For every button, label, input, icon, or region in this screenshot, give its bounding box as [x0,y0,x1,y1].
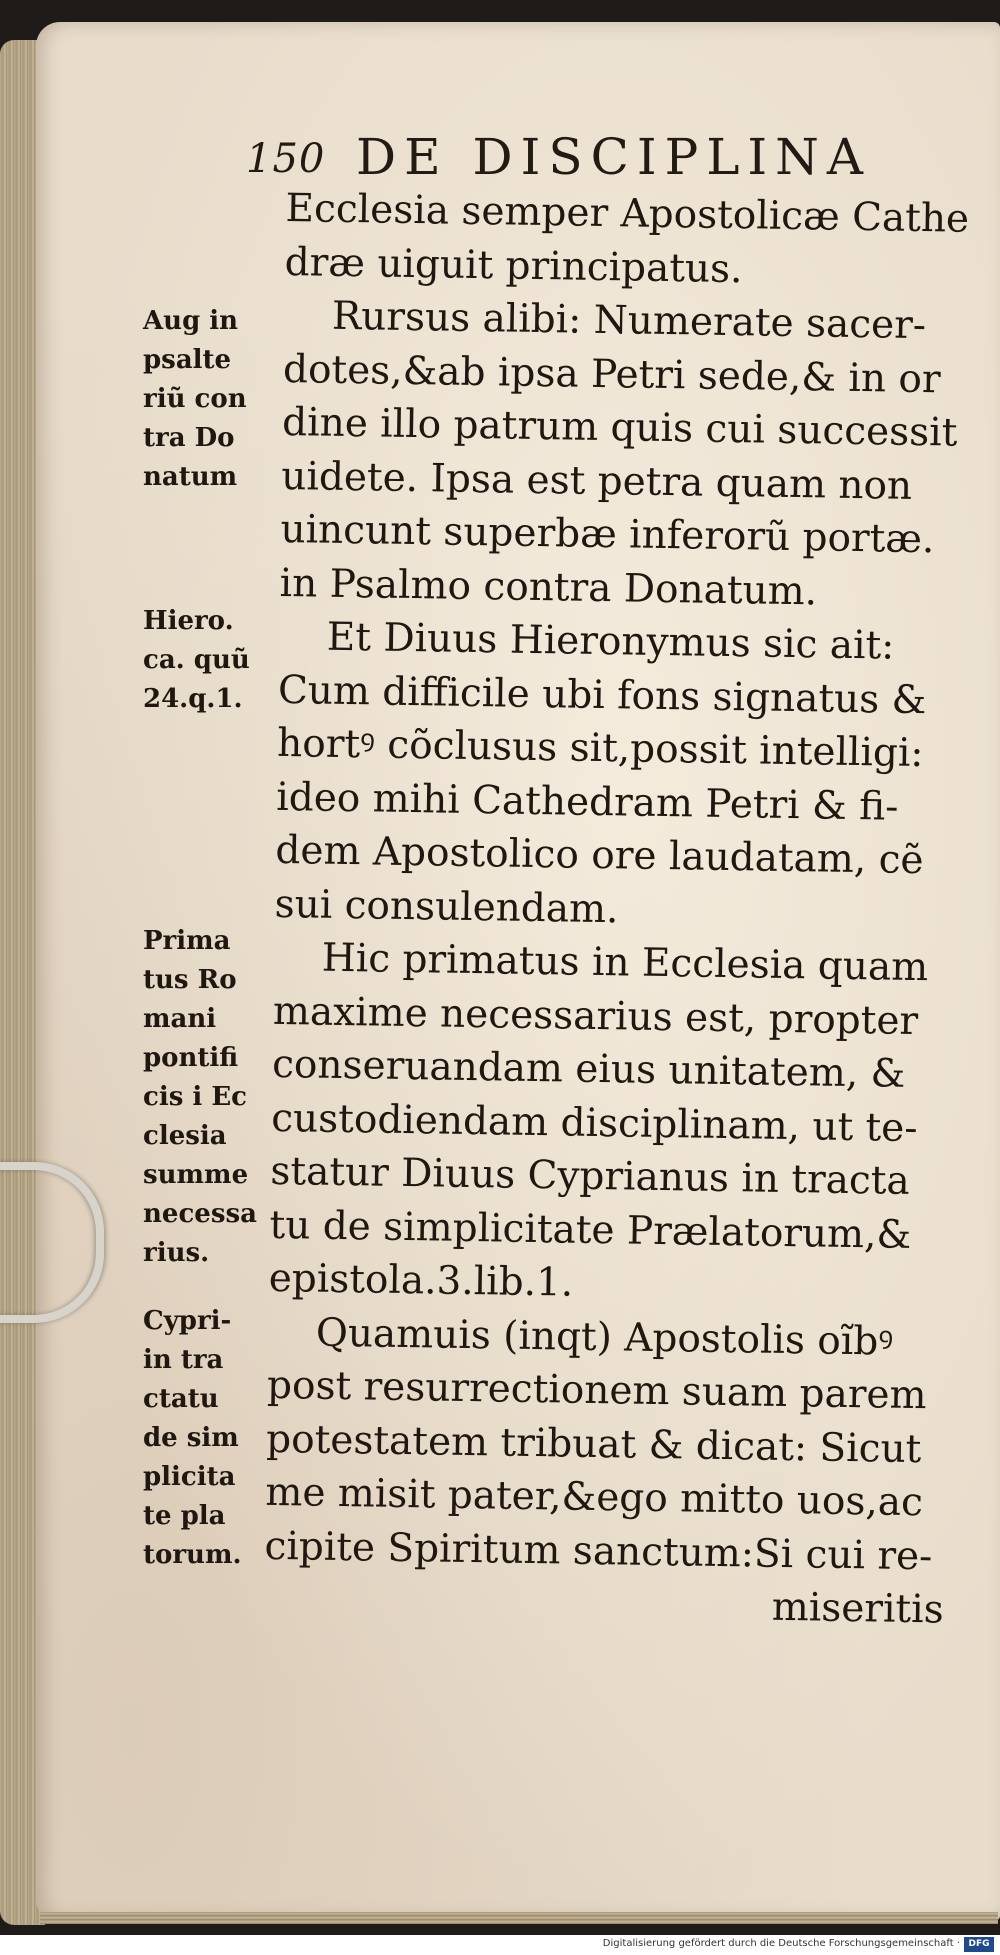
footer-bar [0,1935,1000,1955]
note-line: te pla [143,1501,226,1531]
note-line: 24.q.1. [143,684,243,714]
text-line: conseruandam eius unitatem, & [271,1041,906,1097]
note-line: de sim [143,1423,239,1453]
text-line: me misit pater,&ego mitto uos,ac [265,1469,924,1526]
margin-note-jerome [143,602,283,719]
note-line: Hiero. [143,606,234,636]
text-line: tu de simplicitate Prælatorum,& [269,1202,912,1258]
text-line: hortꝰ cõclusus sit,possit intelligi: [276,720,924,777]
note-line: summe [143,1160,249,1190]
text-line: potestatem tribuat & dicat: Sicut [265,1416,922,1472]
text-line: cipite Spiritum sanctum:Si cui re- [264,1523,933,1579]
page-bottom-edge [40,1912,998,1924]
text-line: dine illo patrum quis cui successit [281,399,958,456]
note-line: clesia [143,1121,227,1151]
note-line: Prima [143,926,231,956]
running-title: DE DISCIPLINA [356,128,872,186]
text-line: sui consulendam. [274,881,619,932]
text-line: custodiendam disciplinam, ut te- [270,1095,918,1151]
margin-note-primacy [143,922,283,1273]
note-line: riũ con [143,384,247,414]
text-line: epistola.3.lib.1. [268,1255,574,1306]
page-number: 150 [246,136,326,182]
dfg-logo: DFG [964,1937,994,1952]
note-line: in tra [143,1345,224,1375]
note-line: necessa [143,1199,257,1229]
text-line: Cum difficile ubi fons signatus & [277,667,927,723]
note-line: cis i Ec [143,1082,247,1112]
text-line: Rursus alibi: Numerate sacer- [331,293,927,349]
margin-note-cyprian [143,1302,283,1575]
note-line: rius. [143,1238,210,1268]
text-line: Et Diuus Hieronymus sic ait: [326,614,895,669]
text-line: post resurrectionem suam parem [266,1362,927,1419]
note-line: plicita [143,1462,236,1492]
text-line: in Psalmo contra Donatum. [279,560,818,614]
note-line: natum [143,462,238,492]
text-line: dem Apostolico ore laudatam, cẽ [275,827,924,884]
text-line: Ecclesia semper Apostolicæ Cathe [285,185,970,242]
text-line: statur Diuus Cyprianus in tracta [270,1148,911,1204]
text-line: dotes,&ab ipsa Petri sede,& in or [282,346,941,402]
note-line: Cypri- [143,1306,232,1336]
note-line: psalte [143,345,232,375]
note-line: torum. [143,1540,242,1570]
note-line: pontifi [143,1043,239,1073]
body-text [263,182,976,1637]
note-line: ctatu [143,1384,219,1414]
note-line: ca. quũ [143,645,250,675]
text-line: ideo mihi Cathedram Petri & fi- [275,774,899,830]
text-line: Hic primatus in Ecclesia quam [321,935,929,991]
note-line: tus Ro [143,965,237,995]
text-line: Quamuis (inqt) Apostolis oĩbꝰ [315,1310,894,1365]
note-line: tra Do [143,423,235,453]
text-line: uidete. Ipsa est petra quam non [281,453,913,509]
page-header [246,122,966,184]
margin-note-augustine [143,302,283,497]
funding-credit: Digitalisierung gefördert durch die Deutsche Forschungsgemeinschaft · [602,1938,960,1949]
note-line: Aug in [143,306,239,336]
catchword: miseritis [771,1584,945,1633]
note-line: mani [143,1004,217,1034]
text-line: uincunt superbæ inferorũ portæ. [280,506,935,563]
text-line: dræ uiguit principatus. [284,239,743,292]
text-line: maxime necessarius est, propter [272,988,919,1044]
